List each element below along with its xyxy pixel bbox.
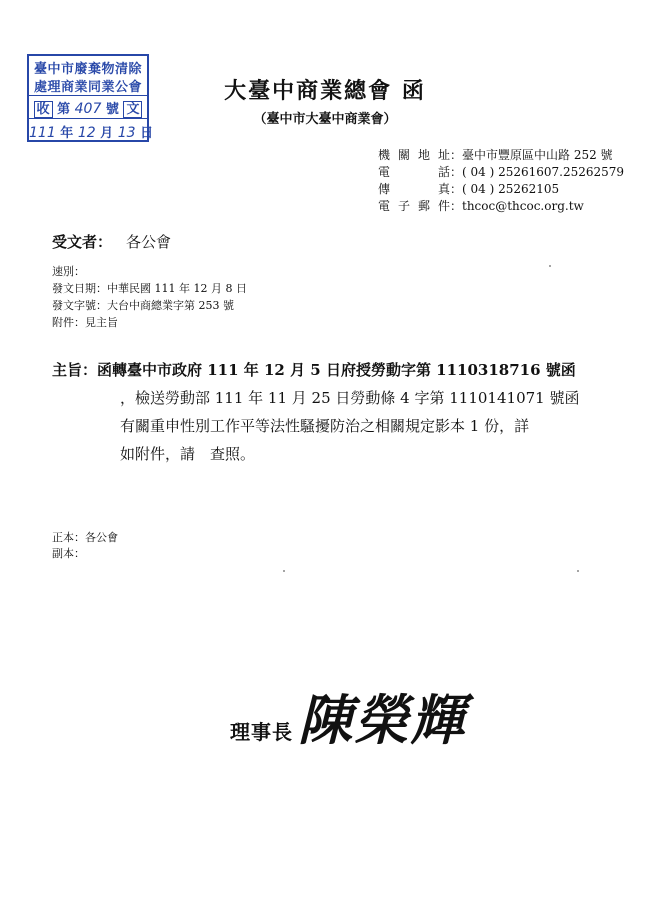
document-title: 大臺中商業總會 函 bbox=[224, 78, 426, 104]
contact-email-value: ：thcoc@thcoc.org.tw bbox=[450, 199, 584, 213]
meta-speed: 速別： bbox=[52, 265, 85, 278]
contact-phone-value: ：( 04 ) 25261607.25262579 bbox=[450, 165, 625, 179]
stamp-date-year-unit: 年 bbox=[60, 126, 74, 141]
signature-role: 理事長 bbox=[230, 720, 293, 744]
distribution-block bbox=[52, 530, 118, 562]
signature-name: 陳榮輝 bbox=[298, 688, 467, 752]
meta-number: 發文字號：大台中商總業字第 253 號 bbox=[52, 299, 234, 312]
distribution-original: 正本：各公會 bbox=[52, 531, 118, 544]
stamp-doc-label: 文 bbox=[123, 101, 142, 118]
stamp-number-prefix: 第 bbox=[57, 102, 71, 117]
stamp-date-year: 111 bbox=[29, 125, 56, 141]
scan-speck bbox=[283, 570, 285, 572]
stamp-org-line2: 處理商業同業公會 bbox=[33, 80, 142, 95]
contact-fax-label: 傳 真 bbox=[378, 182, 450, 196]
stamp-date-month-unit: 月 bbox=[100, 126, 114, 141]
subject-line-4: 如附件，請 查照。 bbox=[120, 445, 256, 463]
document-meta bbox=[52, 263, 247, 331]
stamp-date-month: 12 bbox=[77, 125, 96, 141]
subject-line-2: ，檢送勞動部 111 年 11 月 25 日勞動條 4 字第 1110141071 號函 bbox=[120, 389, 580, 407]
recipient-line bbox=[52, 231, 171, 252]
contact-address-value: ：臺中市豐原區中山路 252 號 bbox=[450, 148, 613, 162]
scan-speck bbox=[549, 265, 551, 267]
recipient-value: 各公會 bbox=[126, 233, 172, 251]
distribution-copy: 副本： bbox=[52, 547, 85, 560]
scan-speck bbox=[577, 570, 579, 572]
stamp-number-value: 407 bbox=[74, 101, 102, 117]
contact-phone bbox=[378, 164, 624, 181]
contact-address bbox=[378, 147, 624, 164]
stamp-date-day-unit: 日 bbox=[140, 126, 154, 141]
contact-phone-label: 電 話 bbox=[378, 165, 450, 179]
contact-address-label: 機關地址 bbox=[378, 148, 450, 162]
contact-fax-value: ：( 04 ) 25262105 bbox=[450, 182, 560, 196]
stamp-number-suffix: 號 bbox=[105, 102, 119, 117]
signature-block bbox=[230, 678, 466, 758]
contact-block bbox=[378, 147, 624, 215]
contact-email bbox=[378, 198, 624, 215]
stamp-received-label: 收 bbox=[34, 101, 53, 118]
recipient-label: 受文者： bbox=[52, 233, 113, 251]
subject-line-1: 主旨：函轉臺中市政府 111 年 12 月 5 日府授勞動字第 1110318716 號函 bbox=[52, 361, 576, 379]
meta-attachment: 附件：見主旨 bbox=[52, 316, 118, 329]
meta-date: 發文日期：中華民國 111 年 12 月 8 日 bbox=[52, 282, 247, 295]
subject-block bbox=[52, 356, 579, 468]
contact-fax bbox=[378, 181, 624, 198]
document-subtitle: （臺中市大臺中商業會） bbox=[253, 112, 397, 127]
stamp-org-line1: 臺中市廢棄物清除 bbox=[33, 62, 142, 77]
contact-email-label: 電子郵件 bbox=[378, 199, 450, 213]
stamp-date-day: 13 bbox=[117, 125, 136, 141]
subject-line-3: 有關重申性別工作平等法性騷擾防治之相關規定影本 1 份，詳 bbox=[120, 417, 530, 435]
